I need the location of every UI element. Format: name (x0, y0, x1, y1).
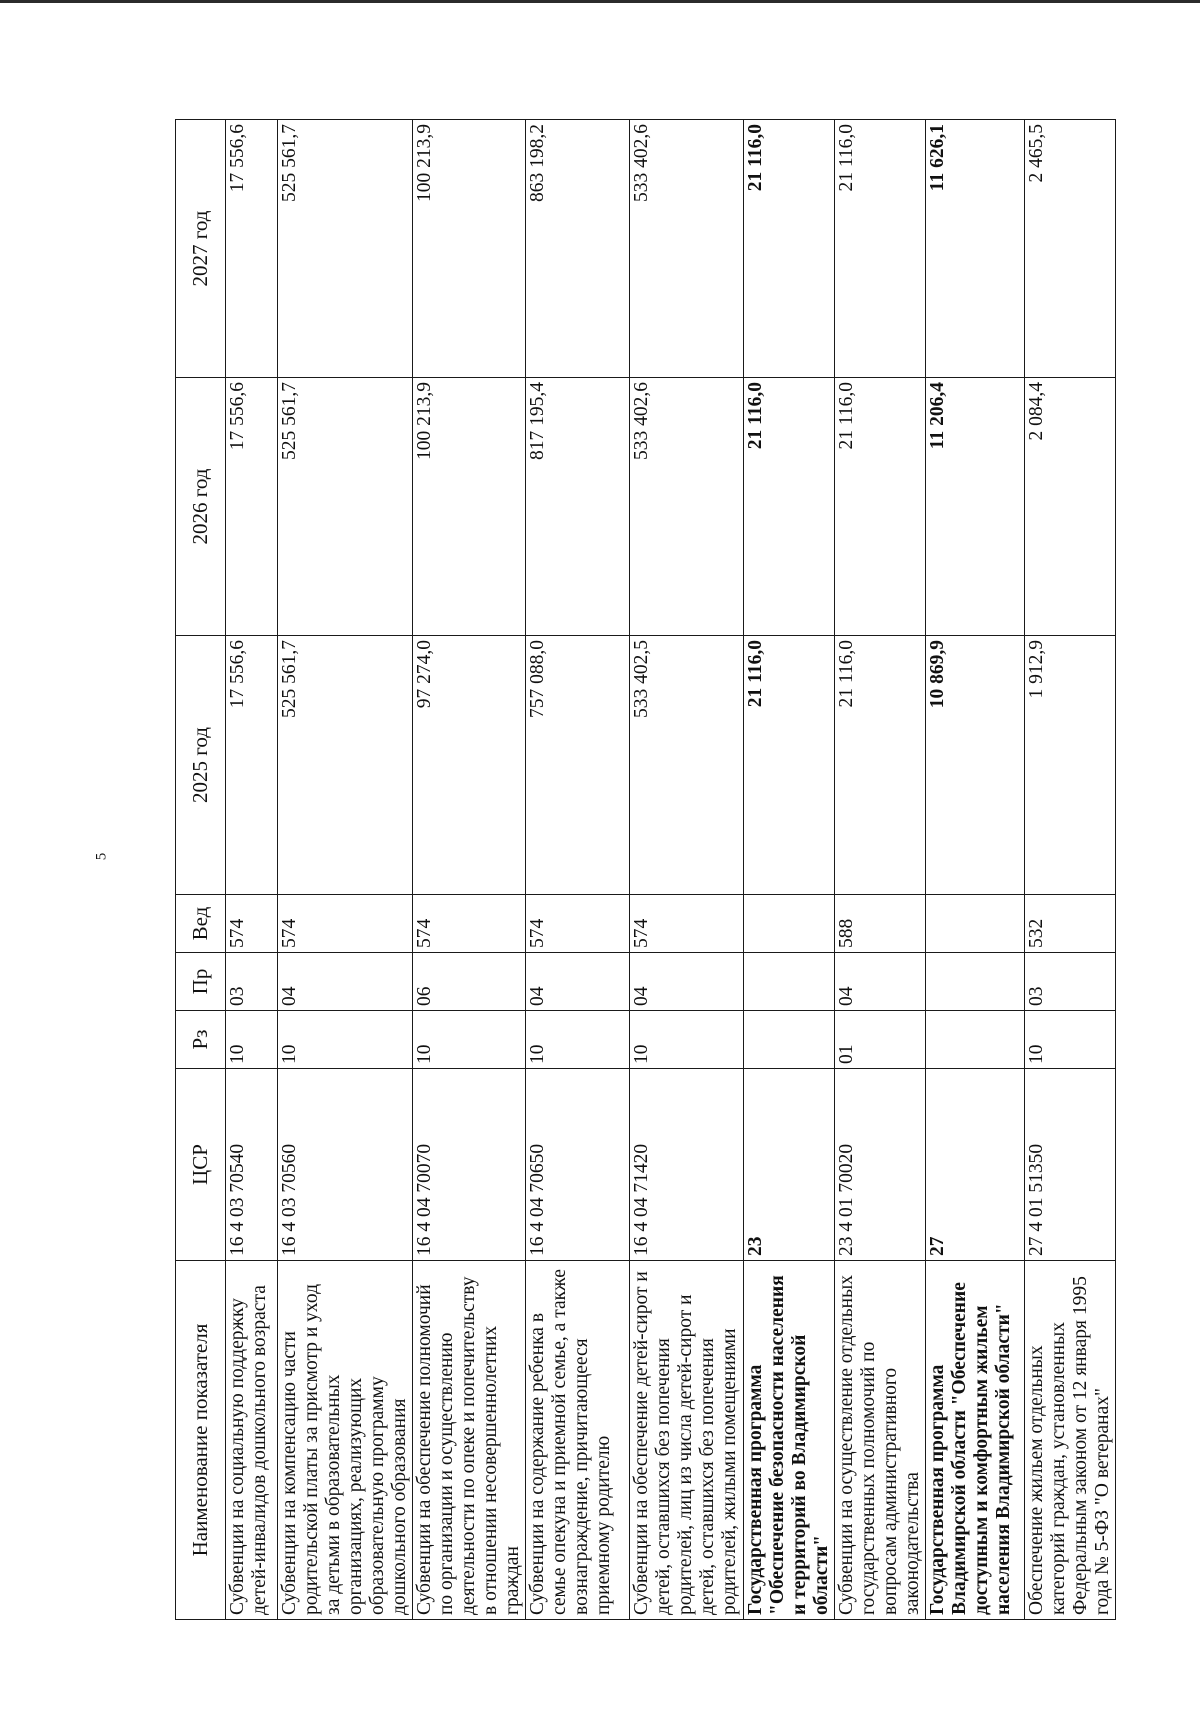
row-csr: 23 (743, 1069, 834, 1261)
row-2026: 17 556,6 (226, 378, 278, 636)
row-rz: 10 (226, 1011, 278, 1069)
table-row (1024, 120, 1115, 1620)
header-ved: Вед (176, 895, 226, 953)
row-csr: 27 4 01 51350 (1024, 1069, 1115, 1261)
row-name: Государственная программа "Обеспечение безопасности населения и территорий во Владимирской области" (743, 1261, 834, 1620)
row-2025: 17 556,6 (226, 636, 278, 895)
row-ved: 574 (526, 895, 630, 953)
budget-table (175, 119, 1116, 1620)
header-2027: 2027 год (176, 120, 226, 378)
row-csr: 16 4 03 70540 (226, 1069, 278, 1261)
row-ved: 588 (834, 895, 925, 953)
row-2025: 21 116,0 (834, 636, 925, 895)
row-name: Субвенции на компенсацию части родительской платы за присмотр и уход за детьми в образовательных организациях, реализующих образовательную программу дошкольного образования (278, 1261, 413, 1620)
row-pr: 04 (278, 953, 413, 1011)
row-pr: 04 (526, 953, 630, 1011)
scan-top-edge (0, 0, 1200, 3)
row-2025: 533 402,5 (630, 636, 743, 895)
row-name: Обеспечение жильем отдельных категорий граждан, установленных Федеральным законом от 12 января 1995 года № 5-ФЗ "О ветеранах" (1024, 1261, 1115, 1620)
header-pr: Пр (176, 953, 226, 1011)
row-2025: 97 274,0 (413, 636, 526, 895)
table-row (743, 120, 834, 1620)
row-rz: 10 (413, 1011, 526, 1069)
row-2027: 100 213,9 (413, 120, 526, 378)
row-2026: 21 116,0 (743, 378, 834, 636)
row-2026: 525 561,7 (278, 378, 413, 636)
row-pr: 04 (834, 953, 925, 1011)
row-2026: 100 213,9 (413, 378, 526, 636)
row-pr (925, 953, 1024, 1011)
row-name: Субвенции на социальную поддержку детей-инвалидов дошкольного возраста (226, 1261, 278, 1620)
row-pr: 04 (630, 953, 743, 1011)
row-ved (743, 895, 834, 953)
row-name: Субвенции на содержание ребенка в семье опекуна и приемной семье, а также вознаграждение, причитающееся приемному родителю (526, 1261, 630, 1620)
row-2026: 11 206,4 (925, 378, 1024, 636)
row-2027: 21 116,0 (743, 120, 834, 378)
header-csr: ЦСР (176, 1069, 226, 1261)
row-csr: 16 4 03 70560 (278, 1069, 413, 1261)
row-ved: 574 (630, 895, 743, 953)
table-row (226, 120, 278, 1620)
row-rz: 10 (526, 1011, 630, 1069)
row-name: Субвенции на обеспечение полномочий по организации и осуществлению деятельности по опеке и попечительству в отношении несовершеннолетних граждан (413, 1261, 526, 1620)
row-2026: 21 116,0 (834, 378, 925, 636)
row-2026: 2 084,4 (1024, 378, 1115, 636)
row-2027: 11 626,1 (925, 120, 1024, 378)
row-ved: 574 (278, 895, 413, 953)
row-rz: 10 (278, 1011, 413, 1069)
row-ved: 574 (413, 895, 526, 953)
row-rz: 10 (1024, 1011, 1115, 1069)
table-row (278, 120, 413, 1620)
table-row (630, 120, 743, 1620)
table-row (834, 120, 925, 1620)
rotated-page-content (175, 120, 1113, 1620)
table-row (925, 120, 1024, 1620)
table-row (413, 120, 526, 1620)
page-number: 5 (93, 852, 110, 861)
row-csr: 16 4 04 70650 (526, 1069, 630, 1261)
row-csr: 27 (925, 1069, 1024, 1261)
row-2027: 2 465,5 (1024, 120, 1115, 378)
row-rz: 10 (630, 1011, 743, 1069)
row-2027: 525 561,7 (278, 120, 413, 378)
row-csr: 23 4 01 70020 (834, 1069, 925, 1261)
row-2027: 863 198,2 (526, 120, 630, 378)
row-2025: 1 912,9 (1024, 636, 1115, 895)
row-2026: 533 402,6 (630, 378, 743, 636)
table-row (526, 120, 630, 1620)
row-csr: 16 4 04 70070 (413, 1069, 526, 1261)
row-name: Субвенции на обеспечение детей-сирот и детей, оставшихся без попечения родителей, лиц из числа детей-сирот и детей, оставшихся без попечения родителей, жилыми помещениями (630, 1261, 743, 1620)
table-header-row (176, 120, 226, 1620)
header-name: Наименование показателя (176, 1261, 226, 1620)
header-2026: 2026 год (176, 378, 226, 636)
row-2025: 525 561,7 (278, 636, 413, 895)
header-2025: 2025 год (176, 636, 226, 895)
row-pr: 06 (413, 953, 526, 1011)
row-pr (743, 953, 834, 1011)
row-2026: 817 195,4 (526, 378, 630, 636)
row-2025: 757 088,0 (526, 636, 630, 895)
header-rz: Рз (176, 1011, 226, 1069)
row-2025: 10 869,9 (925, 636, 1024, 895)
row-2027: 17 556,6 (226, 120, 278, 378)
row-rz (743, 1011, 834, 1069)
row-rz (925, 1011, 1024, 1069)
row-pr: 03 (226, 953, 278, 1011)
row-name: Государственная программа Владимирской области "Обеспечение доступным и комфортным жильем населения Владимирской области" (925, 1261, 1024, 1620)
row-pr: 03 (1024, 953, 1115, 1011)
row-ved (925, 895, 1024, 953)
row-csr: 16 4 04 71420 (630, 1069, 743, 1261)
row-ved: 532 (1024, 895, 1115, 953)
row-rz: 01 (834, 1011, 925, 1069)
row-2027: 533 402,6 (630, 120, 743, 378)
row-2027: 21 116,0 (834, 120, 925, 378)
row-ved: 574 (226, 895, 278, 953)
row-name: Субвенции на осуществление отдельных государственных полномочий по вопросам административного законодательства (834, 1261, 925, 1620)
row-2025: 21 116,0 (743, 636, 834, 895)
